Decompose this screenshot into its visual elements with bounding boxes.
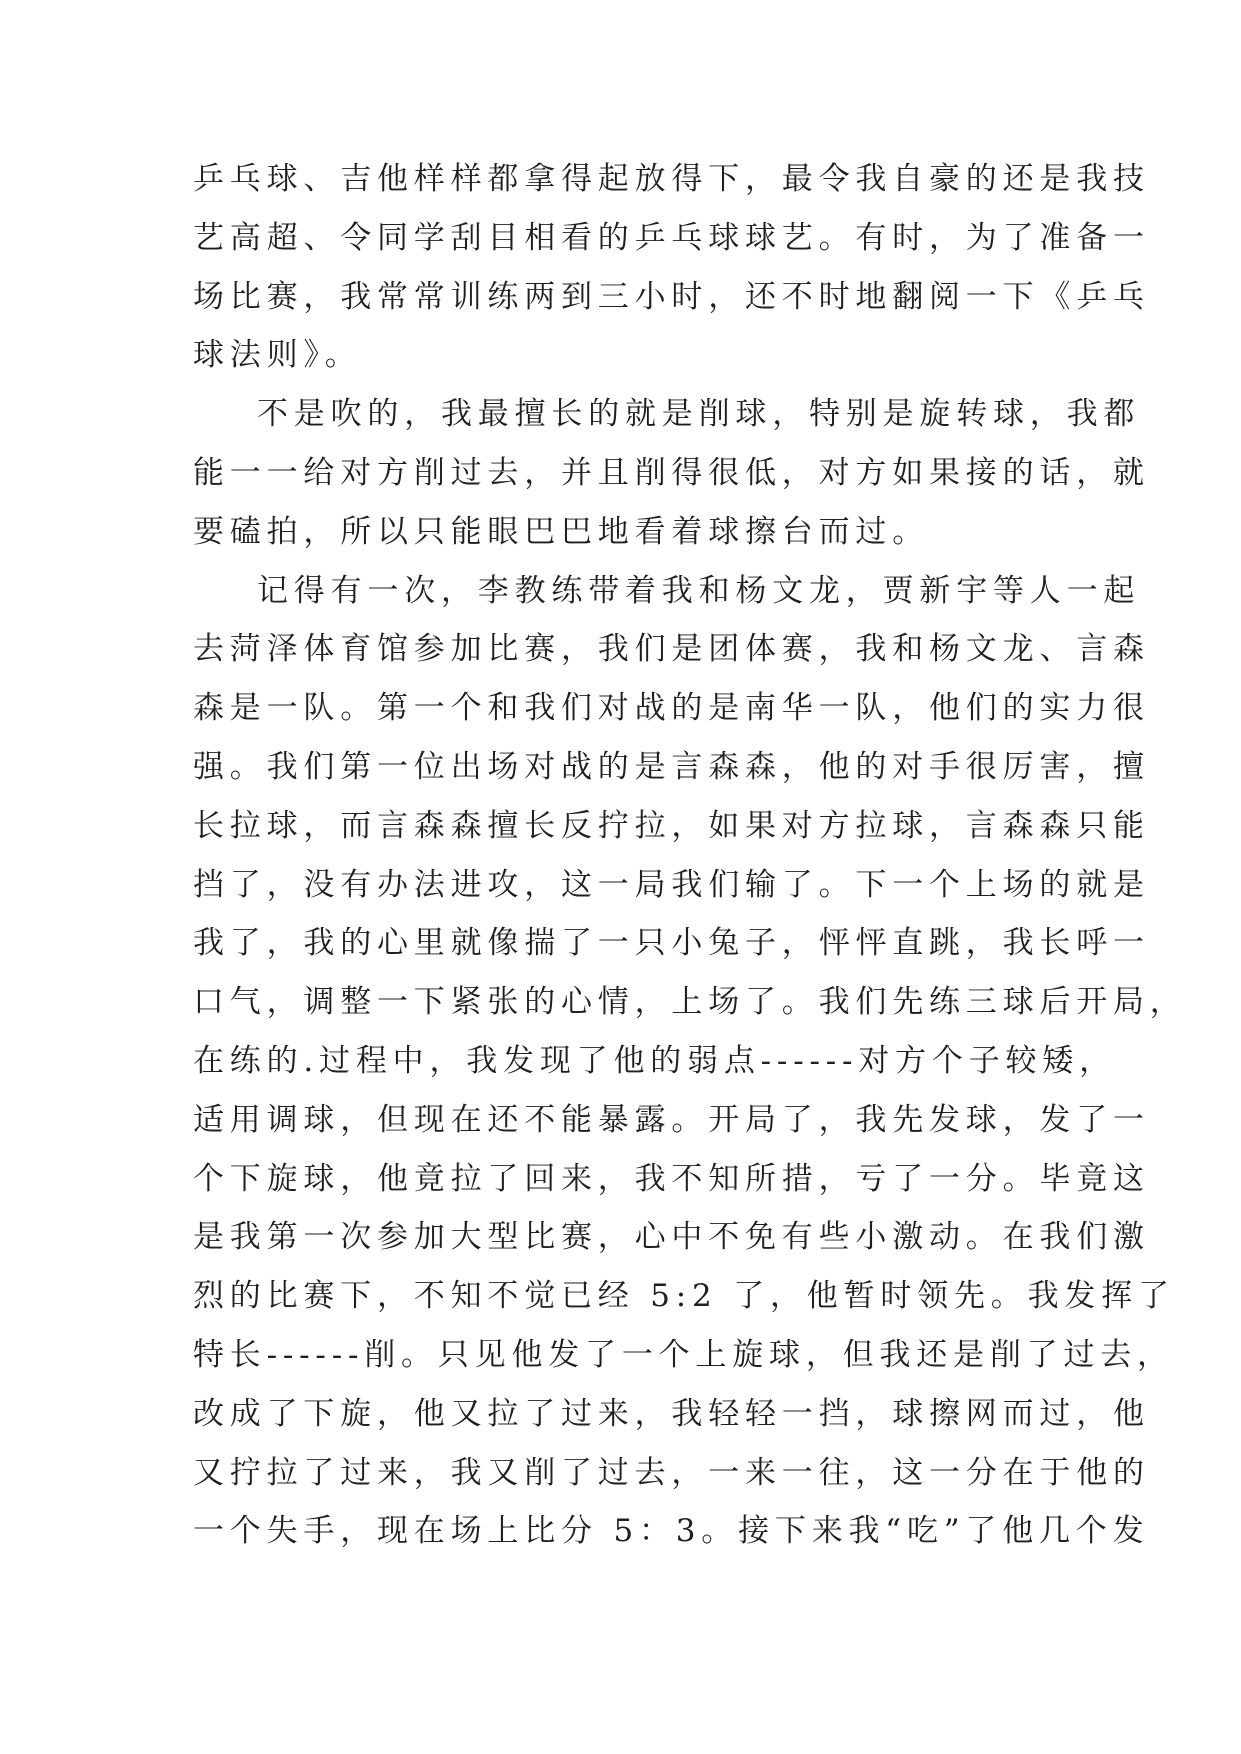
text-line: 长拉球，而言森森擅长反拧拉，如果对方拉球，言森森只能 [193,807,1150,844]
text-line: 适用调球，但现在还不能暴露。开局了，我先发球，发了一 [193,1101,1150,1138]
text-line: 要磕拍，所以只能眼巴巴地看着球擦台而过。 [193,513,929,550]
text-line: 烈的比赛下，不知不觉已经 5:2 了，他暂时领先。我发挥了 [193,1278,1175,1315]
essay-body [193,150,1187,1561]
text-line: 又拧拉了过来，我又削了过去，一来一往，这一分在于他的 [193,1454,1150,1491]
text-line: 乒乓球、吉他样样都拿得起放得下，最令我自豪的还是我技 [193,161,1150,197]
text-line: 口气，调整一下紧张的心情，上场了。我们先练三球后开局， [193,984,1187,1021]
text-line: 一个失手，现在场上比分 5：3。接下来我“吃”了他几个发 [193,1513,1150,1550]
text-line: 去菏泽体育馆参加比赛，我们是团体赛，我和杨文龙、言森 [193,631,1150,668]
paragraph-first-line: 不是吹的，我最擅长的就是削球，特别是旋转球，我都 [257,396,1141,433]
text-line: 场比赛，我常常训练两到三小时，还不时地翻阅一下《乒乓 [193,278,1150,315]
text-line: 在练的.过程中，我发现了他的弱点------对方个子较矮， [193,1042,1116,1079]
text-line: 球法则》。 [193,337,362,374]
text-line: 能一一给对方削过去，并且削得很低，对方如果接的话，就 [193,454,1150,491]
text-line: 特长------削。只见他发了一个上旋球，但我还是削了过去， [193,1336,1174,1373]
text-line: 我了，我的心里就像揣了一只小兔子，怦怦直跳，我长呼一 [193,925,1150,962]
text-line: 艺高超、令同学刮目相看的乒乓球球艺。有时，为了准备一 [193,219,1150,256]
text-line: 挡了，没有办法进攻，这一局我们输了。下一个上场的就是 [193,866,1150,903]
text-line: 个下旋球，他竟拉了回来，我不知所措，亏了一分。毕竟这 [193,1160,1150,1197]
text-line: 强。我们第一位出场对战的是言森森，他的对手很厉害，擅 [193,748,1150,785]
paragraph-first-line: 记得有一次，李教练带着我和杨文龙，贾新宇等人一起 [257,572,1141,609]
text-line: 森是一队。第一个和我们对战的是南华一队，他们的实力很 [193,690,1150,727]
text-line: 是我第一次参加大型比赛，心中不免有些小激动。在我们激 [193,1219,1150,1256]
text-line: 改成了下旋，他又拉了过来，我轻轻一挡，球擦网而过，他 [193,1395,1150,1432]
